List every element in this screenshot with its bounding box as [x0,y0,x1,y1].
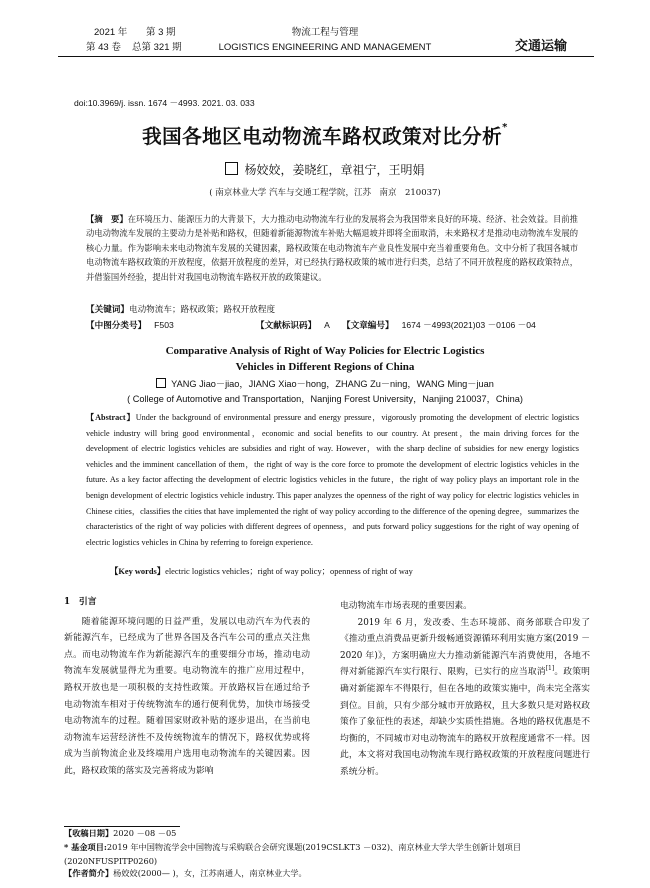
header-year: 2021 年 [94,27,128,38]
keywords-cn-text: 电动物流车；路权政策；路权开放程度 [128,305,276,315]
title-en-line2: Vehicles in Different Regions of China [235,361,415,373]
column-right [340,598,590,781]
clc-value: F503 [154,320,174,330]
header-rule [58,56,594,57]
fund-label: * 基金项目: [64,842,107,852]
affiliation-en: ( College of Automotive and Transportation，Nanjing Forest University，Nanjing 210037，China) [127,394,523,404]
fund-value: 2019 年中国物流学会中国物流与采购联合会研究课题(2019CSLKT3 －032)、南京林业大学大学生创新计划项目(2020NFUSPITP0260) [64,842,522,866]
author-en-mark-box [156,378,166,388]
body-paragraph-3-text-b: 。政策明确对新能源车不得限行，但在各地的政策实施中，尚未完全落实到位。目前，只有少部分城市开放路权，且大多数只是对路权政策作了象征性的表述，却缺少实质性措施。各地的路权优惠是不均衡的，不同城市对电动物流车的路权开放程度通常不一样。因此，本文将对我国电动物流车现行路权政策的开放程度问题进行系统分析。 [340,667,590,777]
clc-number [86,318,174,333]
clc-label: 【中图分类号】 [86,321,147,331]
keywords-en-label: 【Key words】 [110,567,166,576]
citation-ref-1: [1] [545,665,555,673]
body-paragraph-1: 随着能源环境问题的日益严重，发展以电动汽车为代表的新能源汽车，已经成为了世界各国及各汽车公司的重点关注焦点。而电动物流车作为新能源汽车的重要细分市场，推动电动物流车发展就显得尤为重要。电动物流车的推广应用过程中，路权开放也是一项积极的支持性政策。开放路权旨在通过给予电动物流车相对于传统物流车的通行便利优势，加快市场接受电动物流车的过程。随着国家财政补贴的逐步退出，在当前电动物流车运营经济性不及传统物流车的情况下，路权优势或将成为当前物流企业及终端用户选用电动物流车的关键因素。因此，路权政策的落实及完善将成为影响 [64,616,310,776]
abstract-en-label: 【Abstract】 [86,413,136,422]
article-number [342,318,536,333]
body-paragraph-3-text-a: 2019 年 6 月，发改委、生态环境部、商务部联合印发了《推动重点消费品更新升级畅通资源循环利用实施方案(2019 －2020 年)》，方案明确应大力推动新能源汽车消费使用，各地不得对新能源汽车实行限行、限购，已实行的应当取消 [340,617,590,678]
doc-code-label: 【文献标识码】 [256,321,317,331]
title-en-line1: Comparative Analysis of Right of Way Policies for Electric Logistics [165,345,485,357]
keywords-en-text: electric logistics vehicles；right of way policy；openness of right of way [165,567,413,576]
authors-cn [0,161,650,178]
header-journal-cn: 物流工程与管理 [291,27,359,38]
footnote-received [64,827,594,841]
title-text: 我国各地区电动物流车路权政策对比分析 [142,125,503,148]
abstract-en [86,410,579,550]
authors-cn-text: 杨姣姣，姜晓红，章祖宁，王明娟 [244,163,425,177]
header-issue: 第 3 期 [146,27,176,38]
keywords-cn [86,303,275,317]
received-value: 2020 －08 －05 [113,828,177,838]
body-paragraph-2: 电动物流车市场表现的重要因素。 [340,601,472,611]
doi: doi:10.3969/j. issn. 1674 －4993. 2021. 03. 033 [74,98,255,108]
page-title [0,121,650,149]
author-bio-value: 杨姣姣(2000— )，女，江苏南通人，南京林业大学。 [113,868,307,878]
authors-en-text: YANG Jiao－jiao，JIANG Xiao－hong，ZHANG Zu－ning，WANG Ming－juan [171,379,494,389]
abstract-en-text: Under the background of environmental pressure and energy pressure，vigorously promoting the development of electric logistics vehicle industry will bring good environmental，economic and social benefits to our country. At present，the main driving forces for the development of electric logistics vehicles are subsidies and right of way. However，with the sharp decline of subsidies for new energy logistics vehicles and the imminent cancellation of them，the right of way is the core force to promote the development of electric logistics vehicles in the future. As a key factor affecting the development of electric logistics vehicles in the future，the right of way policy plays an important role in the benign development of electric logistics vehicle industry. This paper analyzes the openness of the right of way policy for electric logistics vehicles in Chinese cities，classifies the cities that have implemented the right of way policy according to the difference of the opening degree，summarizes the characteristics of the right of way policies with different degrees of openness，and puts forward policy suggestions for the right of way opening of electric logistics vehicles in China by referring to foreign experience. [86,413,580,547]
footnote-fund [64,841,594,868]
received-label: 【收稿日期】 [64,828,114,838]
authors-en [0,376,650,390]
abstract-cn [86,212,578,284]
author-mark-box [225,162,238,175]
keywords-cn-label: 【关键词】 [86,305,129,315]
affiliation-cn: ( 南京林业大学 汽车与交通工程学院，江苏 南京 210037) [209,188,441,198]
header-volume: 第 43 卷 [86,42,121,53]
keywords-en [110,565,413,577]
article-number-label: 【文章编号】 [342,321,394,331]
section-heading-intro: 1 引言 [64,597,97,607]
header-total-issue: 总第 321 期 [132,42,182,53]
body-paragraph-3 [340,615,590,781]
abstract-cn-text: 在环境压力、能源压力的大背景下，大力推动电动物流车行业的发展将会为我国带来良好的环境、经济、社会效益。目前推动电动物流车发展的主要动力是补贴和路权，但随着新能源物流车补贴大幅退坡并即将全面取消，未来路权才是推动电动物流车发展的核心力量。作为影响未来电动物流车发展的关键因素，路权政策在电动物流车产业良性发展中充当着重要角色。文中分析了我国各城市电动物流车路权政策的开放程度，依据开放程度的差异，对已经执行路权政策的城市进行归类，总结了不同开放程度的路权政策特点，并借鉴国外经验，提出针对我国电动物流车路权开放的政策建议。 [86,214,578,282]
document-code [256,318,330,333]
header-section: 交通运输 [515,38,568,53]
article-number-value: 1674 －4993(2021)03 －0106 －04 [401,320,536,330]
header-journal-en: LOGISTICS ENGINEERING AND MANAGEMENT [218,42,432,53]
doc-code-value: A [324,320,330,330]
column-left [64,594,310,780]
footnote-author [64,867,594,881]
title-footnote-mark: * [502,121,508,133]
abstract-cn-label: 【摘 要】 [86,214,128,224]
author-bio-label: 【作者简介】 [64,868,114,878]
